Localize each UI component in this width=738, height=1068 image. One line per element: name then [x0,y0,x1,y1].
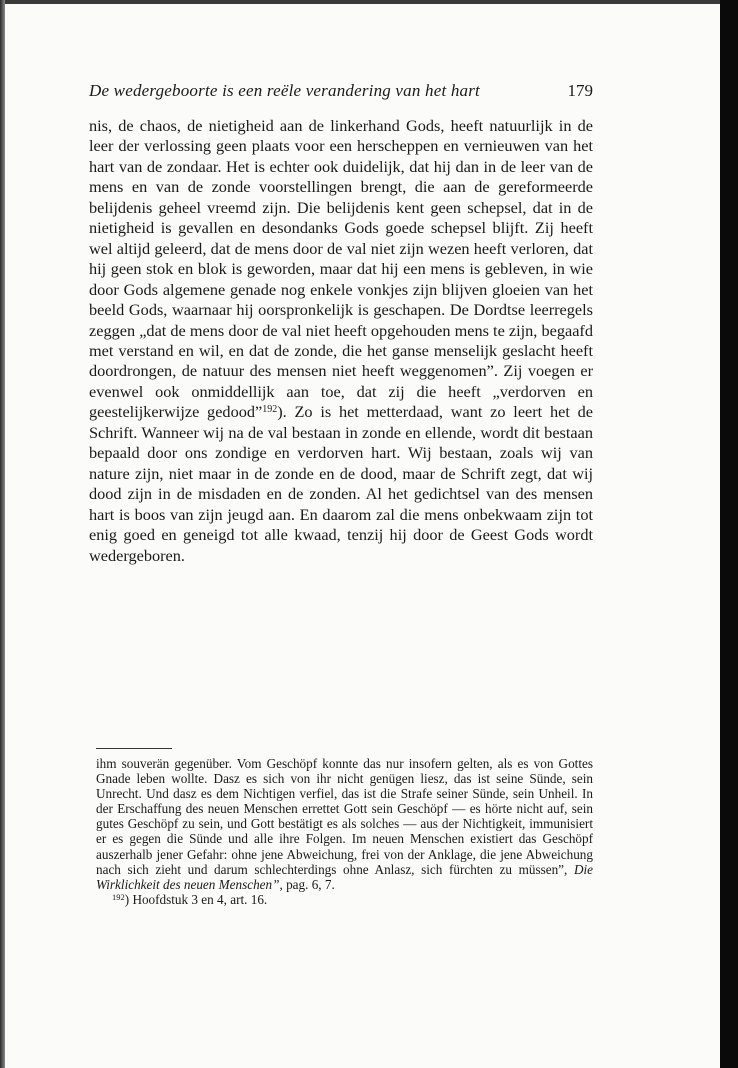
cited-page-ref: , pag. 6, 7. [279,876,335,892]
cited-book-title: Die Wirklichkeit des neuen Menschen” [96,861,594,892]
body-text-part2: ). Zo is het metterdaad, want zo leert het de Schrift. Wanneer wij na de val bestaan in zonde en ellende, wordt dit bestaan bepaald door ons zondige en verdorven hart. Wij bestaan, zoals wij van nature zijn, niet maar in de zonde en de dood, maar de Schrift zegt, dat wij dood zijn in de misdaden en de zonden. Al het gedichtsel van des mensen hart is boos van zijn jeugd aan. En daarom zal die mens onbekwaam zijn tot enig goed en geneigd tot alle kwaad, tenzij hij door de Geest Gods wordt wedergeboren. [89,402,593,565]
footnote-number: 192 [112,891,125,902]
body-paragraph [89,116,593,566]
running-title: De wedergeboorte is een reële verandering van het hart [89,81,480,100]
footnote-continuation [96,756,593,892]
body-text-part1: nis, de chaos, de nietigheid aan de linkerhand Gods, heeft natuurlijk in de leer der verlossing geen plaats voor een herscheppen en vernieuwen van het hart van de zondaar. Het is echter ook duidelijk, dat hij dan in de leer van de mens en van de zonde voorstellingen brengt, die aan de gereformeerde belijdenis geheel vreemd zijn. Die belijdenis kent geen schepsel, dat in de nietigheid is gevallen en desondanks Gods goede schepsel blijft. Zij heeft wel altijd geleerd, dat de mens door de val niet zijn wezen heeft verloren, dat hij geen stok en blok is geworden, maar dat hij een mens is gebleven, in wie door Gods algemene genade nog enkele vonkjes zijn blijven gloeien van het beeld Gods, waarnaar hij oorspronkelijk is geschapen. De Dordtse leerregels zeggen „dat de mens door de val niet heeft opgehouden mens te zijn, begaafd met verstand en wil, en dat de zonde, die het ganse menselijk geslacht heeft doordrongen, de natuur des mensen niet heeft weggenomen”. Zij voegen er evenwel ook onmiddellijk aan toe, dat zij die heeft „verdorven en geestelijkerwijze gedood” [89,116,593,422]
footnote-reference: 192 [262,404,278,416]
running-header [89,80,593,102]
main-text [89,116,593,566]
footnote-192 [96,892,593,907]
footnotes [96,756,593,907]
footnote-text: ) Hoofdstuk 3 en 4, art. 16. [124,891,268,907]
footnote-continuation-text: ihm souverän gegenüber. Vom Geschöpf konnte das nur insofern gelten, als es von Gottes Gnade leben wollte. Dasz es sich von ihr nicht genügen liesz, das ist seine Sünde, sein Unrecht. Und dasz es dem Nichtigen verfiel, das ist die Strafe seiner Sünde, sein Unheil. In der Erschaffung des neuen Menschen errettet Gott sein Geschöpf — es hörte nicht auf, sein gutes Geschöpf zu sein, und Gott bestätigt es als solches — aus der Nichtigkeit, immunisiert er es gegen die Sünde und alle ihre Folgen. Im neuen Menschen existiert das Geschöpf auszerhalb jener Gefahr: ohne jene Abweichung, frei von der Anklage, die jene Abweichung nach sich zieht und darum schlechterdings ohne Anlasz, sich fürchten zu müssen”, [96,756,593,877]
book-page [5,4,720,1068]
footnote-rule [96,748,172,749]
scan-right-edge [720,0,738,1068]
page-number: 179 [567,81,593,100]
